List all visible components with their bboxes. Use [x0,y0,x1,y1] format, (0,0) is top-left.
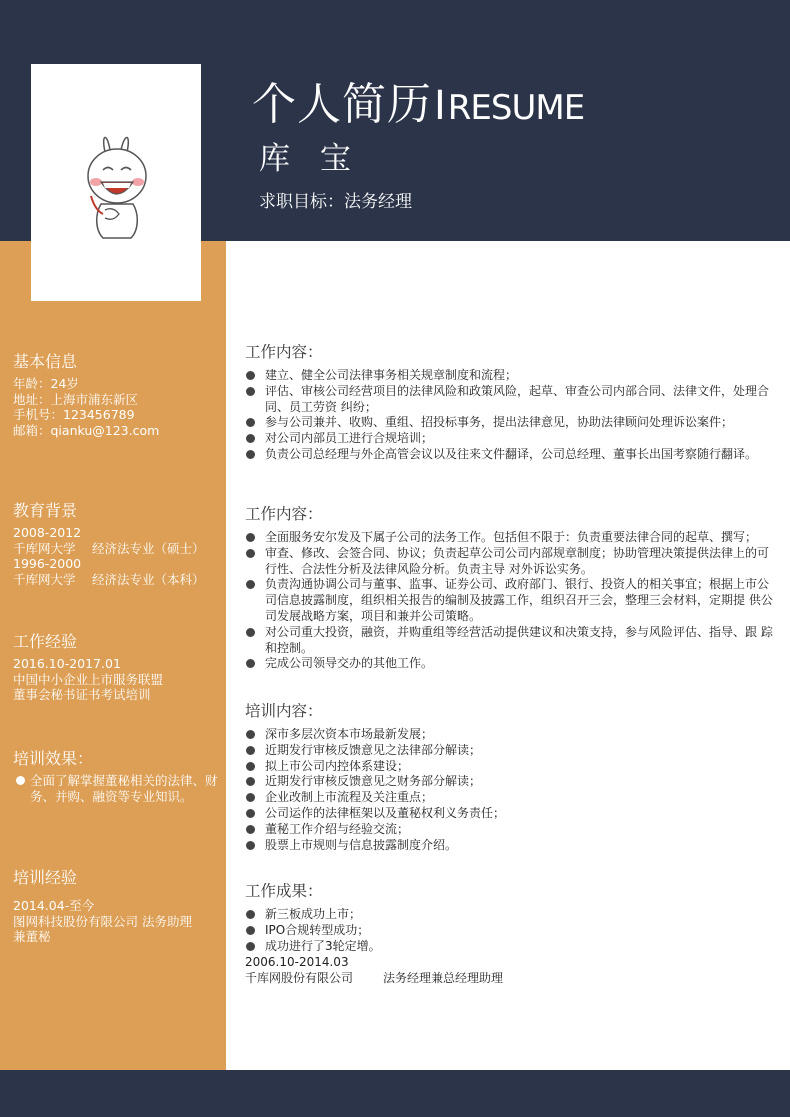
list-item: 完成公司领导交办的其他工作。 [245,656,775,672]
candidate-name: 库 宝 [259,141,361,177]
section-heading: 工作经验 [13,632,78,651]
work-results-list [245,907,775,954]
title-english: RESUME [447,88,585,128]
section-heading: 基本信息 [13,352,78,371]
list-item: 参与公司兼并、收购、重组、招投标事务，提出法律意见，协助法律顾问处理诉讼案件； [245,415,775,431]
list-item: 成功进行了3轮定增。 [245,939,775,955]
work-experience-section [13,629,163,703]
section-heading: 工作内容： [245,343,323,361]
position-title: 法务经理兼总经理助理 [383,971,504,986]
footer-bar [0,1070,790,1117]
section-heading: 教育背景 [13,501,78,520]
list-item: 企业改制上市流程及关注重点； [245,790,775,806]
title-separator: I [434,83,446,129]
cartoon-avatar-icon [81,130,153,242]
education-line: 1996-2000 [13,556,82,571]
training-content-section [245,699,775,853]
education-line: 千库网大学 经济法专业（硕士） [13,540,205,556]
work-results-section [245,879,775,986]
list-item: 负责沟通协调公司与董事、监事、证券公司、政府部门、银行、投资人的相关事宜；根据上市公司信息披露制度，组织相关报告的编制及披露工作，组织召开三会，整理三会材料，定期提 供公司发展战略方案，项目和兼并公司策略。 [245,577,775,624]
title-chinese: 个人简历 [252,79,432,130]
work-content-list [245,368,775,463]
job-objective: 求职目标：法务经理 [259,192,412,212]
work-content-section-1 [245,340,775,463]
list-item: 深市多层次资本市场最新发展； [245,727,775,743]
list-item: 拟上市公司内控体系建设； [245,759,775,775]
training-effect-section [13,746,218,804]
profile-photo [31,64,201,301]
section-heading: 培训内容： [245,702,323,720]
section-heading: 培训经验 [13,868,78,887]
list-item: 负责公司总经理与外企高管会议以及往来文件翻译，公司总经理、董事长出国考察随行翻译。 [245,447,775,463]
training-content-list [245,727,775,853]
age-text: 年龄：24岁 [13,376,79,391]
basic-info-section [13,349,159,438]
list-item: 股票上市规则与信息披露制度介绍。 [245,838,775,854]
resume-title [252,68,584,132]
employment-period: 2006.10-2014.03 [245,955,349,970]
education-line: 2008-2012 [13,525,82,540]
employment-line [245,970,775,986]
list-item: IPO合规转型成功； [245,923,775,939]
section-heading: 工作成果： [245,882,323,900]
work-line: 中国中小企业上市服务联盟 [13,671,164,687]
company-name: 千库网股份有限公司 [245,971,354,986]
list-item: 董秘工作介绍与经验交流； [245,822,775,838]
email-text: 邮箱：qianku@123.com [13,422,160,438]
list-item: 审查、修改、会签合同、协议；负责起草公司公司内部规章制度；协助管理决策提供法律上的可行性、合法性分析及法律风险分析。负责主导 对外诉讼实务。 [245,546,775,578]
work-line: 2016.10-2017.01 [13,656,121,671]
list-item: 对公司内部员工进行合规培训； [245,431,775,447]
list-item: 公司运作的法律框架以及董秘权利义务责任； [245,806,775,822]
list-item: 新三板成功上市； [245,907,775,923]
education-line: 千库网大学 经济法专业（本科） [13,571,205,587]
training-line: 图网科技股份有限公司 法务助理 [13,913,192,929]
training-effect-list [13,773,218,804]
work-line: 董事会秘书证书考试培训 [13,687,151,702]
section-heading: 工作内容： [245,505,323,523]
list-item: 评估、审核公司经营项目的法律风险和政策风险，起草、审查公司内部合同、法律文件，处理合同、员工劳资 纠纷； [245,384,775,416]
list-item: 全面服务安尔发及下属子公司的法务工作。包括但不限于：负责重要法律合同的起草、撰写； [245,530,775,546]
section-heading: 培训效果： [13,749,94,768]
list-item: 近期发行审核反馈意见之法律部分解读； [245,743,775,759]
training-line: 兼董秘 [13,929,51,944]
list-item: 对公司重大投资，融资，并购重组等经营活动提供建议和决策支持，参与风险评估、指导、跟 踪和控制。 [245,625,775,657]
phone-text: 手机号：123456789 [13,407,135,422]
work-content-section-2 [245,502,775,672]
list-item: 建立、健全公司法律事务相关规章制度和流程； [245,368,775,384]
list-item: 近期发行审核反馈意见之财务部分解读； [245,774,775,790]
work-content-list [245,530,775,672]
list-item: 全面了解掌握董秘相关的法律、财务、并购、融资等专业知识。 [13,773,218,804]
address-text: 地址：上海市浦东新区 [13,391,139,407]
education-section [13,498,204,587]
training-line: 2014.04-至今 [13,898,95,913]
training-experience-section [13,865,192,945]
